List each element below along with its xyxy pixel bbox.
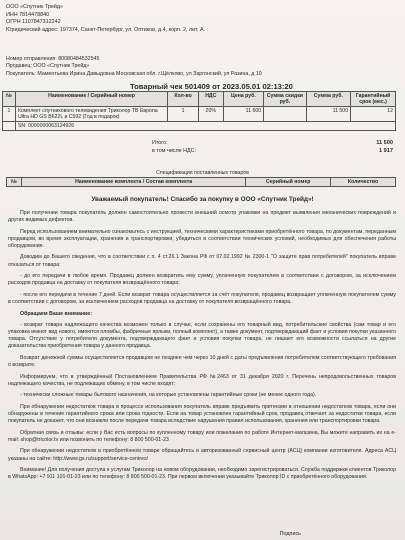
col-header: Наименование комплекта / Состав комплекта (21, 178, 245, 187)
paragraph: При обнаружении недостатков в приобретённом товаре обращайтесь в авторизованный сервисный центр (АСЦ) компании изготовителя. Адреса АСЦ указаны на сайте: http://www.gs.ru/support/service-centres/ (8, 448, 396, 462)
paragraph: - технически сложные товары бытового назначения, на которые установлены гарантийные сроки (не менее одного года). (20, 392, 317, 399)
paragraph: Внимание! Для получения доступа к услугам Триколор на новом оборудовании, необходимо зарегистрироваться. Служба поддержки клиентов Триколор в WhatsApp: +7 911 101-01-23 или по телефону: 8 800 500-01-23. При первом включении указывайте Триколор ID с приобретённого оборудования. (8, 467, 396, 481)
col-header: Наименование / Серийный номер (15, 92, 167, 107)
item-vat: 20% (198, 107, 223, 122)
paragraph: Перед использованием внимательно ознакомьтесь с инструкцией, техническими характеристиками приобретённого товара, по документам, переданным продавцом, во время эксплуатации, хранения и транспортировки, убедиться в соответствии технических условий, необходимых для обеспечения работы оборудования. (8, 228, 396, 249)
company-legal-address: Юридический адрес: 197374, Санкт-Петербург, ул. Оптиков, д.4, корп. 2, лит. А. (6, 26, 206, 33)
items-table-header (3, 92, 396, 107)
col-header: Кол-во (168, 92, 199, 107)
col-header: Количество (331, 178, 396, 187)
col-header: Серийный номер (246, 178, 331, 187)
greeting: Уважаемый покупатель! Спасибо за покупку в ООО «Спутник Трейд»! (91, 196, 314, 203)
empty-cell (3, 122, 16, 131)
vat-value: 1 917 (379, 147, 393, 154)
paragraph: При обнаружении недостатков товара в процессе использования покупатель вправе предъявить претензии в отношении недостатков товара, если они обнаружены в течение гарантийного срока или срока годности. Если на товар установлен гарантийный срок, продавец отвечает за недостатки товара, если покупатель не докажет, что они возникли после передачи товара вследствие нарушения правил использования, хранения или транспортировки товара. (8, 403, 396, 425)
paragraph: Информируем, что в утверждённый Постановлением Правительства РФ №2463 от 31 декабря 2020 г. Перечень непродовольственных товаров надлежащего качества, не подлежащих обмену, в том числе входят: (8, 373, 396, 387)
item-no: 1 (3, 107, 16, 122)
items-table (2, 91, 396, 131)
tracking-number: Номер отправления: 80080484532545 (6, 56, 100, 62)
item-serial: SN: 0000000063124926 (15, 122, 395, 131)
company-ogrn: ОГРН 1107847312242 (6, 19, 61, 26)
paragraph: При получении товара покупатель должен самостоятельно провести внешний осмотр упаковки на предмет выявления механических повреждений и других видимых дефектов. (8, 210, 396, 224)
paragraph: Доводим до Вашего сведения, что в соответствии с п. 4 ст.26.1 Закона РФ от 07.02.1992 № 2300-1 "О защите прав потребителей" покупатель вправе отказаться от товара: (8, 254, 396, 268)
table-row (3, 107, 396, 122)
total-value: 11 500 (376, 140, 393, 146)
item-price: 11 600 (223, 107, 263, 122)
item-sum: 11 500 (306, 107, 350, 122)
company-inn: ИНН 7814478840 (6, 11, 50, 18)
terms-text (8, 210, 396, 486)
paragraph: - до его передачи в любое время. Продавец должен возвратить ему сумму, уплаченную покупателем в соответствии с договором, за исключением расходов продавца на доставку от покупателя возвращённого товара; (8, 273, 396, 287)
paragraph: - возврат товара надлежащего качества возможен только в случае, если сохранены его товарный вид, потребительские свойства (сам товар и его упаковка имеют вид нового, имеются пломбы, фабричные ярлыки, полный комплект), а также документ, подтверждающий факт и условия покупки указанного товара. Отсутствие у потребителя документа, подтверждающего факт и условия покупки товара, не лишает его возможности ссылаться на другие доказательства приобретения товара у данного продавца. (8, 322, 396, 350)
company-name: ООО «Спутник Трейд» (6, 4, 64, 10)
col-header: Цена руб. (223, 92, 263, 107)
spec-table-header (7, 178, 396, 187)
spec-title: Спецификация поставленных товаров (156, 170, 249, 176)
spec-table (6, 177, 396, 187)
col-header: Гарантийный срок (мес.) (351, 92, 396, 107)
paragraph-heading: Обращаем Ваше внимание: (20, 310, 92, 317)
totals-labels (152, 140, 196, 155)
vat-label: в том числе НДС: (152, 147, 197, 154)
paragraph: - после его передачи в течение 7 дней. Если возврат товара осуществляется за счёт покупателя, продавец возвращает уплаченную покупателем сумму в соответствии с договором, за исключением расходов продавца на доставку от покупателя возвращённого товара. (8, 291, 396, 305)
shipment-info (6, 56, 262, 78)
item-name: Комплект спутникового телевидения Триколор ТВ Европа Ultra HD GS B622L и С592 (Год в подарок) (15, 107, 167, 122)
paragraph: Возврат денежной суммы осуществляется продавцом не позднее чем через 10 дней с даты предъявления потребителем соответствующего требования о возврате. (8, 355, 396, 369)
seller-line: Продавец: ООО «Спутник Трейд» (6, 63, 90, 70)
receipt-title: Товарный чек 501409 от 2023.05.01 02:13:20 (130, 82, 293, 91)
col-header: № (3, 92, 16, 107)
col-header: НДС (198, 92, 223, 107)
col-header: № (7, 178, 22, 187)
item-qty: 1 (168, 107, 199, 122)
total-label: Итого: (152, 140, 168, 146)
buyer-line: Покупатель: Маментьева Ирина Давыдовна Московская обл. г.Щёлково, ул Заргонский, ул Разина, д 10 (6, 70, 262, 77)
paragraph: Обратная связь и отзывы: если у Вас есть вопросы по купленному товару или пожелания по работе Интернет-магазина, Вы можете направить их на e-mail: shop@tricolor.tv или позвонить по телефону: 8 800 500-01-23 (8, 429, 396, 443)
item-discount (264, 107, 307, 122)
company-header (6, 4, 205, 34)
table-row (3, 122, 396, 131)
col-header: Сумма скидки руб. (264, 92, 307, 107)
item-warranty: 12 (351, 107, 396, 122)
signature-label: Подпись (279, 531, 301, 537)
totals-values (376, 140, 393, 155)
col-header: Сумма руб. (306, 92, 350, 107)
